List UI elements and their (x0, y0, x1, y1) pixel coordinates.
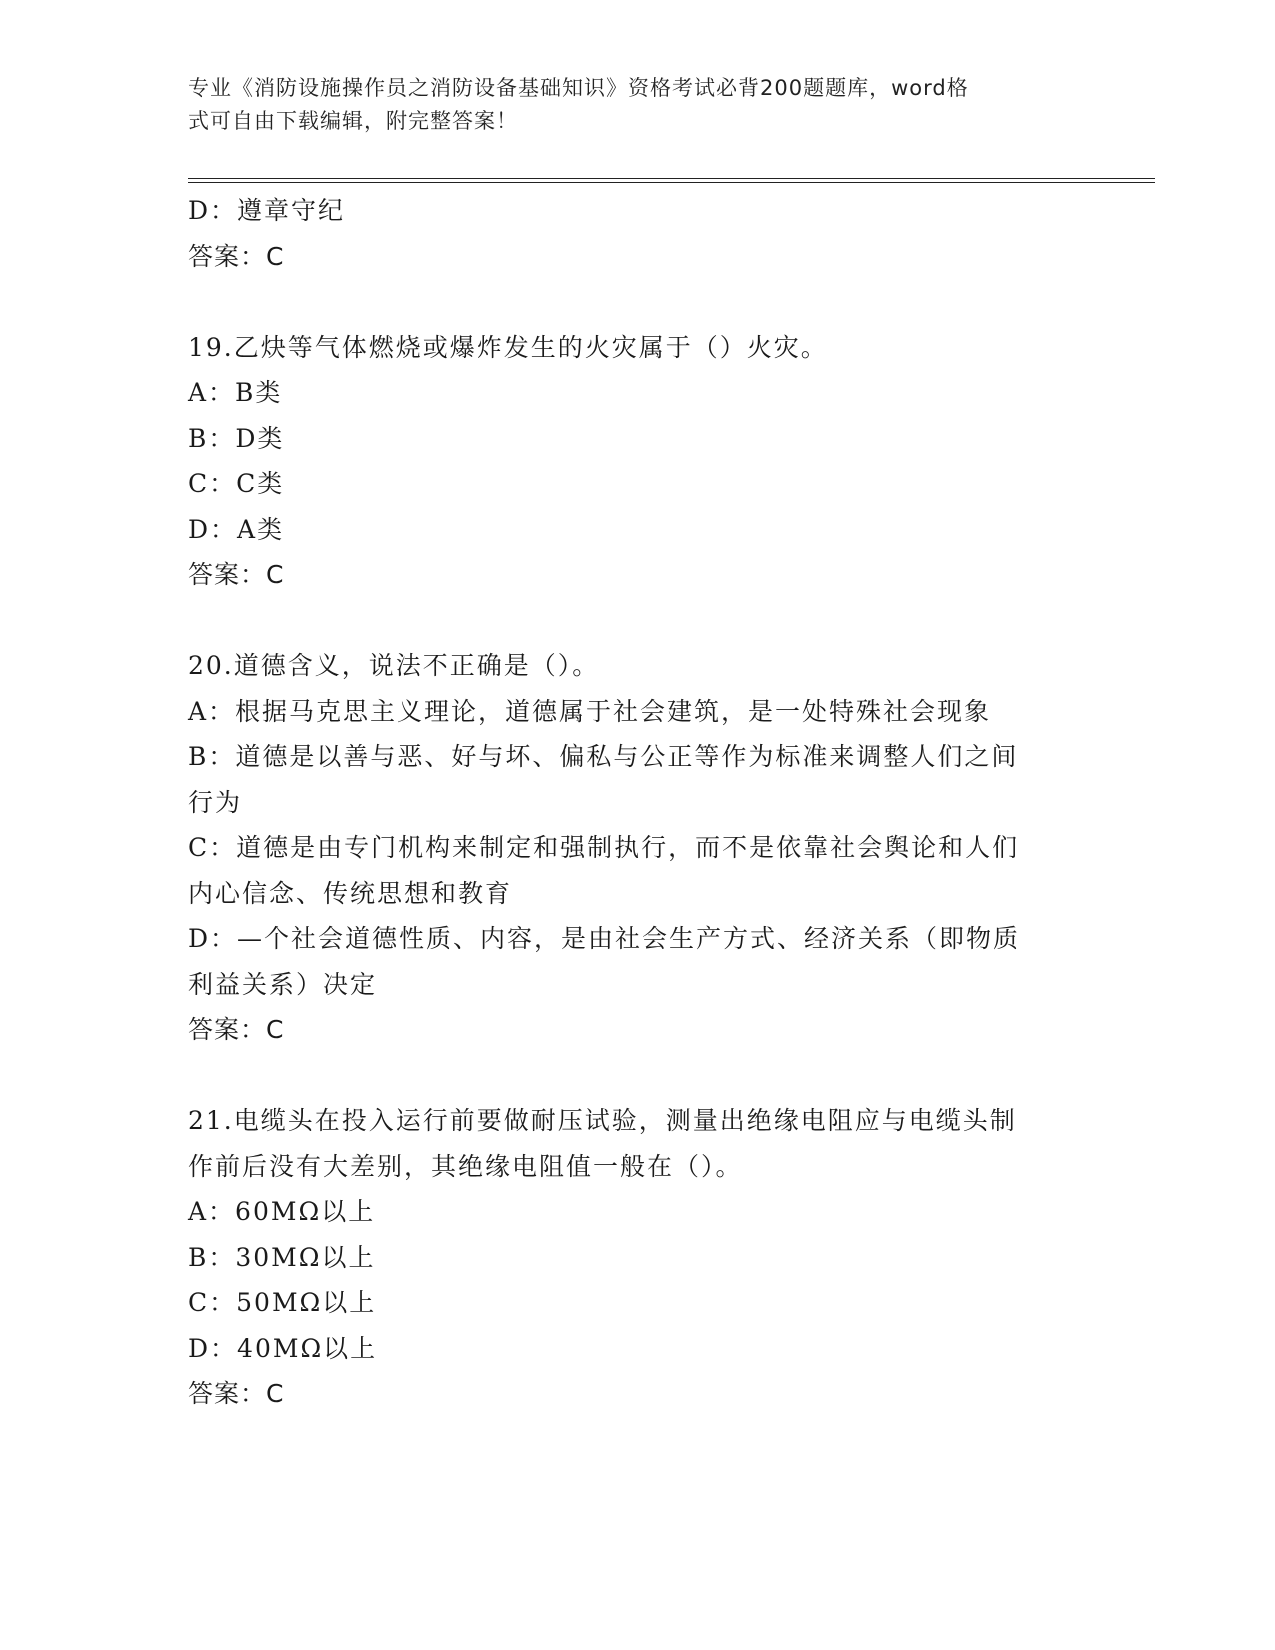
option-c: C：C类 (188, 469, 285, 498)
answer-line: 答案：C (188, 1015, 285, 1044)
answer-line: 答案：C (188, 560, 285, 589)
header-divider-top (188, 178, 1155, 179)
answer-line: 答案：C (188, 1379, 285, 1408)
option-b: B：D类 (188, 423, 285, 453)
document-body (188, 188, 1088, 1417)
option-a: A：60MΩ以上 (188, 1197, 376, 1226)
option-d-line-2: 利益关系）决定 (188, 969, 378, 999)
option-a: A：根据马克思主义理论，道德属于社会建筑，是一处特殊社会现象 (188, 696, 992, 726)
spacer (188, 598, 1088, 644)
spacer (188, 1053, 1088, 1099)
option-b: B：30MΩ以上 (188, 1242, 376, 1272)
option-d: D：遵章守纪 (188, 196, 346, 225)
question-text-line-1: 21.电缆头在投入运行前要做耐压试验，测量出绝缘电阻应与电缆头制 (188, 1106, 1017, 1135)
option-d: D：A类 (188, 514, 285, 544)
option-b-line-1: B：道德是以善与恶、好与坏、偏私与公正等作为标准来调整人们之间 (188, 742, 1019, 771)
document-header (188, 72, 1068, 138)
option-b-line-2: 行为 (188, 787, 243, 817)
option-c-line-1: C：道德是由专门机构来制定和强制执行，而不是依靠社会舆论和人们 (188, 833, 1020, 862)
option-c-line-2: 内心信念、传统思想和教育 (188, 878, 513, 908)
option-c: C：50MΩ以上 (188, 1288, 377, 1317)
answer-line: 答案：C (188, 241, 285, 271)
header-title-line-2: 式可自由下载编辑，附完整答案！ (188, 109, 518, 133)
option-d-line-1: D：—个社会道德性质、内容，是由社会生产方式、经济关系（即物质 (188, 924, 1021, 953)
question-21 (188, 1098, 1088, 1417)
question-text: 20.道德含义，说法不正确是（）。 (188, 651, 600, 680)
option-a: A：B类 (188, 378, 283, 407)
question-fragment (188, 188, 1088, 279)
question-20 (188, 643, 1088, 1053)
option-d: D：40MΩ以上 (188, 1333, 378, 1363)
question-text-line-2: 作前后没有大差别，其绝缘电阻值一般在（）。 (188, 1151, 743, 1181)
spacer (188, 279, 1088, 325)
header-divider-bottom (188, 182, 1155, 183)
header-title-line-1: 专业《消防设施操作员之消防设备基础知识》资格考试必背200题题库，word格 (188, 76, 969, 100)
question-text: 19.乙炔等气体燃烧或爆炸发生的火灾属于（）火灾。 (188, 332, 828, 362)
question-19 (188, 325, 1088, 598)
